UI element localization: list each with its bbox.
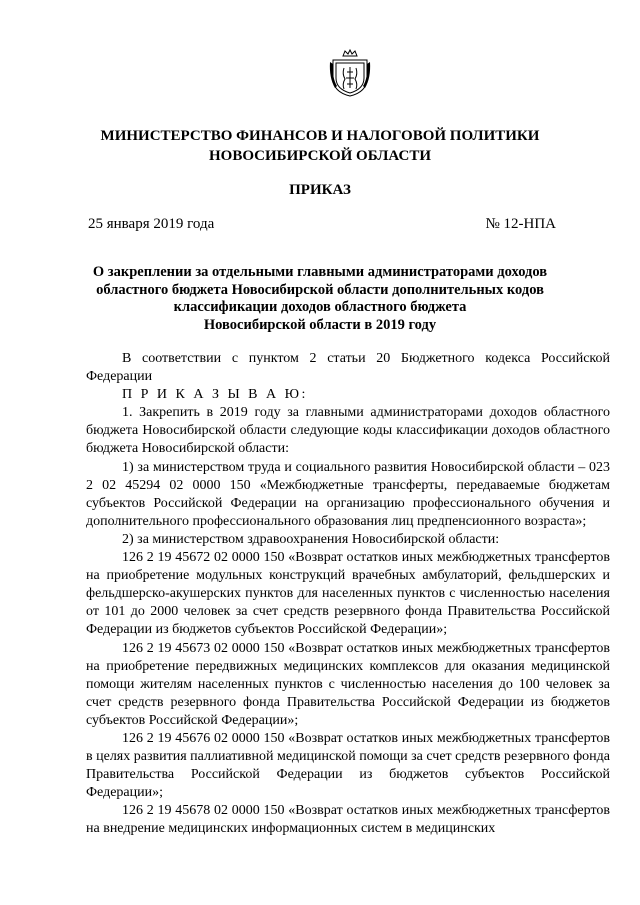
clause-1-item-2: 2) за министерством здравоохранения Новосибирской области:	[122, 531, 500, 547]
document-title	[70, 264, 570, 334]
ministry-name	[60, 126, 580, 166]
income-code-paragraph-1: 126 2 19 45672 02 0000 150 «Возврат остатков иных межбюджетных трансфертов на приобретение модульных конструкций врачебных амбулаторий, фельдшерских и фельдшерско-акушерских пунктов для населенных пунктов с численностью населения от 101 до 2000 человек за счет средств резервного фонда Правительства Российской Федерации из бюджетов субъектов Российской Федерации»;	[86, 550, 610, 638]
income-code-paragraph-4: 126 2 19 45678 02 0000 150 «Возврат остатков иных межбюджетных трансфертов на внедрение медицинских информационных систем в медицинских	[86, 803, 610, 837]
date-number-line	[88, 214, 556, 234]
document-title-line-1: О закреплении за отдельными главными администраторами доходов	[92, 264, 548, 280]
order-number: № 12-НПА	[485, 216, 556, 232]
clause-1-paragraph: 1. Закрепить в 2019 году за главными администраторами доходов областного бюджета Новосибирской области следующие коды классификации доходов областного бюджета Новосибирской области:	[86, 405, 610, 457]
income-code-paragraph-2: 126 2 19 45673 02 0000 150 «Возврат остатков иных межбюджетных трансфертов на приобретение передвижных медицинских комплексов для оказания медицинской помощи жителям населенных пунктов с численностью населения до 100 человек за счет средств резервного фонда Правительства Российской Федерации из бюджетов субъектов Российской Федерации»;	[86, 640, 610, 728]
preamble-paragraph: В соответствии с пунктом 2 статьи 20 Бюджетного кодекса Российской Федерации	[86, 351, 610, 385]
document-title-line-3: классификации доходов областного бюджета	[173, 299, 467, 315]
document-title-line-4: Новосибирской области в 2019 году	[203, 316, 437, 333]
order-label: ПРИКАЗ	[289, 182, 351, 198]
clause-1-item-1: 1) за министерством труда и социального развития Новосибирской области – 023 2 02 45294 02 0000 150 «Межбюджетные трансферты, передаваемые бюджетам субъектов Российской Федерации на организацию профессионального обучения и дополнительного профессионального образования лиц предпенсионного возраста»;	[86, 459, 610, 529]
decree-word: П Р И К А З Ы В А Ю:	[122, 387, 308, 403]
coat-of-arms-icon	[329, 48, 371, 98]
ministry-name-line-1: МИНИСТЕРСТВО ФИНАНСОВ И НАЛОГОВОЙ ПОЛИТИКИ	[100, 128, 540, 144]
document-title-line-2: областного бюджета Новосибирской области дополнительных кодов	[96, 281, 544, 298]
income-code-paragraph-3: 126 2 19 45676 02 0000 150 «Возврат остатков иных межбюджетных трансфертов в целях развития паллиативной медицинской помощи за счет средств резервного фонда Правительства Российской Федерации из бюджетов субъектов Российской Федерации»;	[86, 730, 611, 801]
ministry-name-line-2: НОВОСИБИРСКОЙ ОБЛАСТИ	[208, 148, 432, 164]
order-date: 25 января 2019 года	[88, 216, 215, 232]
document-body	[86, 350, 610, 839]
